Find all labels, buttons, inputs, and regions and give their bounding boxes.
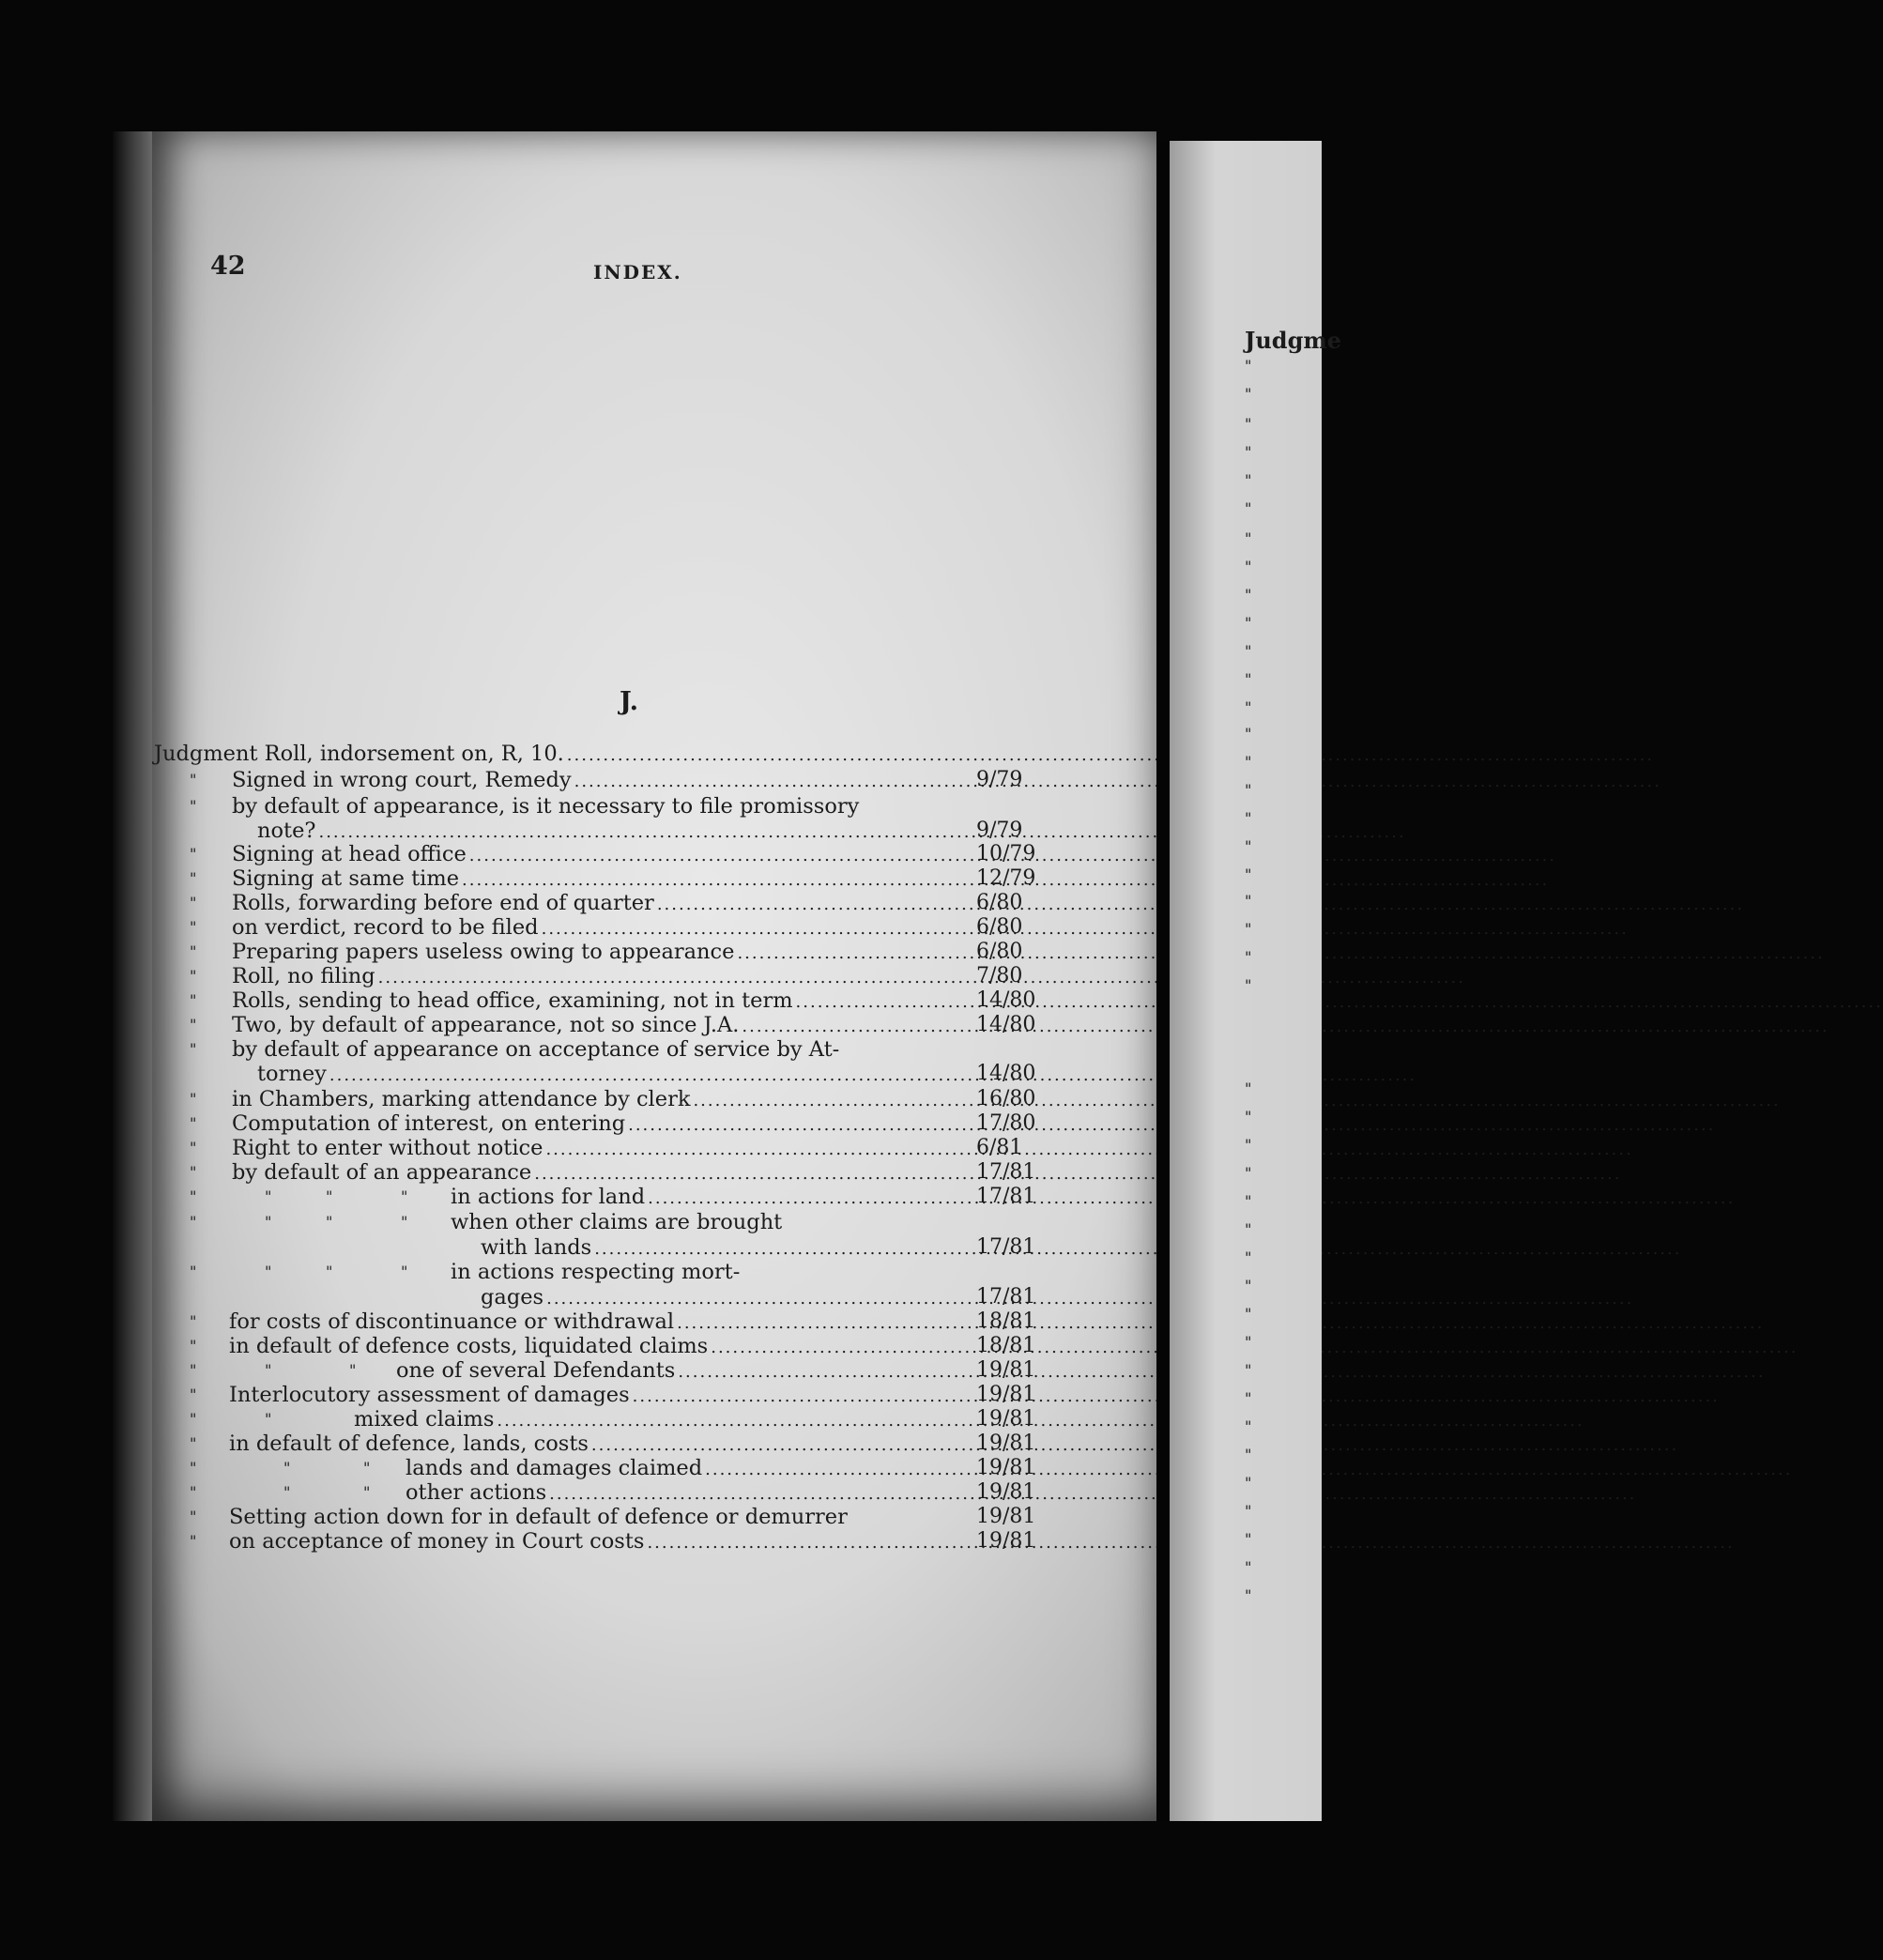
- page-reference: 17/81: [976, 1185, 1036, 1208]
- page-reference: 17/80: [976, 1111, 1036, 1135]
- ditto-mark: ": [190, 1434, 197, 1452]
- ditto-mark: ": [1245, 357, 1252, 375]
- page-reference: 7/80: [976, 964, 1023, 988]
- ditto-mark: ": [326, 1213, 333, 1231]
- entry-label: Preparing papers useless owing to appearance: [232, 940, 735, 964]
- index-row: [152, 1526, 1156, 1556]
- page-reference: 19/81: [976, 1358, 1036, 1382]
- ditto-mark: ": [190, 1532, 197, 1550]
- ditto-mark: ": [1245, 415, 1252, 433]
- entry-label: with lands: [481, 1235, 592, 1260]
- ditto-mark: ": [401, 1187, 408, 1205]
- entry-label: Signing at head office: [232, 842, 467, 866]
- ditto-mark: ": [363, 1459, 371, 1477]
- entry-label: torney: [257, 1062, 327, 1086]
- ditto-mark: ": [1245, 809, 1252, 827]
- page-reference: 6/80: [976, 891, 1023, 914]
- ditto-mark: ": [1245, 1361, 1252, 1379]
- entry-label: mixed claims: [354, 1407, 495, 1432]
- ditto-mark: ": [190, 869, 197, 887]
- left-page: [152, 131, 1156, 1821]
- ditto-mark: ": [190, 1508, 197, 1525]
- ditto-mark: ": [1245, 1474, 1252, 1492]
- ditto-mark: ": [1245, 471, 1252, 489]
- page-reference: 14/80: [976, 1013, 1036, 1036]
- ditto-mark: ": [1245, 892, 1252, 910]
- ditto-mark: ": [326, 1263, 333, 1280]
- ditto-mark: ": [190, 797, 197, 815]
- page-reference: 6/81: [976, 1136, 1023, 1159]
- ditto-mark: ": [1245, 1305, 1252, 1323]
- entry-label: gages: [481, 1285, 544, 1309]
- ditto-mark: ": [1245, 1446, 1252, 1463]
- entry-label: Signing at same time: [232, 866, 460, 891]
- entry-label: Signed in wrong court, Remedy: [232, 768, 572, 792]
- ditto-mark: ": [190, 918, 197, 936]
- page-reference: 16/80: [976, 1087, 1036, 1110]
- page-reference: 6/80: [976, 940, 1023, 963]
- page-reference: 17/81: [976, 1160, 1036, 1184]
- ditto-mark: ": [190, 1410, 197, 1428]
- ditto-mark: ": [1245, 698, 1252, 716]
- ditto-mark: ": [1245, 781, 1252, 799]
- ditto-mark: ": [1245, 1417, 1252, 1435]
- ditto-mark: ": [1245, 725, 1252, 743]
- entry-label: Rolls, forwarding before end of quarter: [232, 891, 654, 915]
- page-gutter: [1156, 141, 1170, 1821]
- ditto-mark: ": [190, 1139, 197, 1156]
- ditto-mark: ": [190, 1459, 197, 1477]
- entry-label: on verdict, record to be filed: [232, 915, 539, 940]
- ditto-mark: ": [1245, 1080, 1252, 1097]
- ditto-mark: ": [1245, 385, 1252, 403]
- ditto-mark: ": [190, 1040, 197, 1058]
- entry-label: Roll, no filing: [232, 964, 375, 988]
- ditto-mark: ": [401, 1213, 408, 1231]
- right-page: [1170, 141, 1342, 1821]
- ditto-mark: ": [1245, 948, 1252, 966]
- ditto-mark: ": [401, 1263, 408, 1280]
- page-reference: 19/81: [976, 1505, 1036, 1528]
- ditto-mark: ": [1245, 1502, 1252, 1520]
- ditto-mark: ": [1245, 1108, 1252, 1125]
- entry-label: note?: [257, 819, 316, 843]
- entry-label: lands and damages claimed: [406, 1456, 703, 1480]
- ditto-mark: ": [265, 1187, 272, 1205]
- entry-label: Right to enter without notice: [232, 1136, 543, 1160]
- ditto-mark: ": [1245, 443, 1252, 461]
- ditto-mark: ": [190, 1483, 197, 1501]
- page-reference: 10/79: [976, 842, 1036, 865]
- entry-label: in Chambers, marking attendance by clerk: [232, 1087, 691, 1111]
- ditto-mark: ": [190, 991, 197, 1009]
- ditto-mark: ": [1245, 1248, 1252, 1266]
- ditto-mark: ": [326, 1187, 333, 1205]
- ditto-mark: ": [1245, 865, 1252, 883]
- ditto-mark: ": [190, 1114, 197, 1132]
- cut-heading: Judgme: [1245, 327, 1342, 354]
- ditto-mark: ": [1245, 1558, 1252, 1576]
- page-reference: 19/81: [976, 1529, 1036, 1553]
- entry-label: other actions: [406, 1480, 547, 1505]
- ditto-mark: ": [1245, 976, 1252, 994]
- ditto-mark: ": [1245, 1333, 1252, 1351]
- ditto-mark: ": [1245, 1586, 1252, 1604]
- entry-label: one of several Defendants: [396, 1358, 676, 1383]
- page-reference: 9/79: [976, 819, 1023, 842]
- ditto-mark: ": [1245, 670, 1252, 688]
- ditto-mark: ": [190, 1213, 197, 1231]
- ditto-mark: ": [1245, 1220, 1252, 1238]
- ditto-mark: ": [190, 1016, 197, 1034]
- entry-label: Interlocutory assessment of damages: [229, 1383, 630, 1407]
- ditto-mark: ": [265, 1410, 272, 1428]
- ditto-mark: ": [190, 1337, 197, 1355]
- ditto-mark: ": [190, 1263, 197, 1280]
- page-reference: 19/81: [976, 1456, 1036, 1479]
- entry-label: by default of appearance on acceptance of service by At-: [232, 1037, 840, 1062]
- ditto-mark: ": [363, 1483, 371, 1501]
- ditto-mark: ": [1245, 558, 1252, 575]
- ditto-mark: ": [1245, 1389, 1252, 1407]
- page-reference: 17/81: [976, 1285, 1036, 1309]
- ditto-mark: ": [190, 771, 197, 789]
- ditto-mark: ": [1245, 753, 1252, 771]
- page-reference: 19/81: [976, 1432, 1036, 1455]
- ditto-mark: ": [190, 1361, 197, 1379]
- page-reference: 14/80: [976, 988, 1036, 1012]
- ditto-mark: ": [1245, 1277, 1252, 1294]
- page-reference: 6/80: [976, 915, 1023, 939]
- page-reference: 19/81: [976, 1480, 1036, 1504]
- ditto-mark: ": [190, 1386, 197, 1403]
- entry-label: in default of defence costs, liquidated claims: [229, 1334, 709, 1358]
- entry-label: by default of appearance, is it necessary to file promissory: [232, 794, 860, 819]
- ditto-mark: ": [265, 1361, 272, 1379]
- ditto-mark: ": [265, 1213, 272, 1231]
- entry-label: Setting action down for in default of defence or demurrer: [229, 1505, 848, 1529]
- entry-label: when other claims are brought: [451, 1210, 783, 1234]
- ditto-mark: ": [349, 1361, 357, 1379]
- ditto-mark: ": [1245, 1530, 1252, 1548]
- ditto-mark: ": [1245, 1192, 1252, 1210]
- page-number: 42: [210, 252, 246, 281]
- ditto-mark: ": [1245, 837, 1252, 855]
- page-reference: 14/80: [976, 1062, 1036, 1085]
- entry-label: Rolls, sending to head office, examining, not in term: [232, 988, 793, 1013]
- section-letter: J.: [620, 687, 639, 716]
- ditto-mark: ": [190, 942, 197, 960]
- ditto-mark: ": [190, 1312, 197, 1330]
- ditto-mark: ": [190, 967, 197, 985]
- ditto-mark: ": [1245, 1136, 1252, 1154]
- entry-label: on acceptance of money in Court costs: [229, 1529, 645, 1554]
- entry-label: in actions respecting mort-: [451, 1260, 741, 1284]
- page-reference: 9/79: [976, 768, 1023, 791]
- entry-label: in default of defence, lands, costs: [229, 1432, 589, 1456]
- entry-text: [229, 1526, 835, 1558]
- page-reference: 19/81: [976, 1407, 1036, 1431]
- ditto-mark: ": [283, 1459, 291, 1477]
- entry-label: Computation of interest, on entering: [232, 1111, 626, 1136]
- ditto-mark: ": [1245, 1164, 1252, 1182]
- ditto-mark: ": [1245, 614, 1252, 632]
- ditto-mark: ": [1245, 920, 1252, 938]
- entry-label: in actions for land: [451, 1185, 646, 1209]
- entry-label: by default of an appearance: [232, 1160, 532, 1185]
- ditto-mark: ": [1245, 499, 1252, 517]
- ditto-mark: ": [190, 1163, 197, 1181]
- page-reference: 18/81: [976, 1309, 1036, 1333]
- ditto-mark: ": [1245, 586, 1252, 604]
- running-head: INDEX.: [593, 261, 682, 283]
- ditto-mark: ": [190, 1187, 197, 1205]
- ditto-mark: ": [1245, 642, 1252, 660]
- page-reference: 19/81: [976, 1383, 1036, 1406]
- page-reference: 12/79: [976, 866, 1036, 890]
- ditto-mark: ": [283, 1483, 291, 1501]
- ditto-mark: ": [190, 1090, 197, 1108]
- page-reference: 18/81: [976, 1334, 1036, 1357]
- entry-label: for costs of discontinuance or withdrawal: [229, 1309, 675, 1334]
- ditto-mark: ": [190, 894, 197, 911]
- entry-label: Two, by default of appearance, not so since J.A.: [232, 1013, 740, 1037]
- ditto-mark: ": [1245, 529, 1252, 547]
- ditto-mark: ": [265, 1263, 272, 1280]
- entry-label: Judgment Roll, indorsement on, R, 10.: [154, 742, 564, 766]
- ditto-mark: ": [190, 845, 197, 863]
- page-reference: 17/81: [976, 1235, 1036, 1259]
